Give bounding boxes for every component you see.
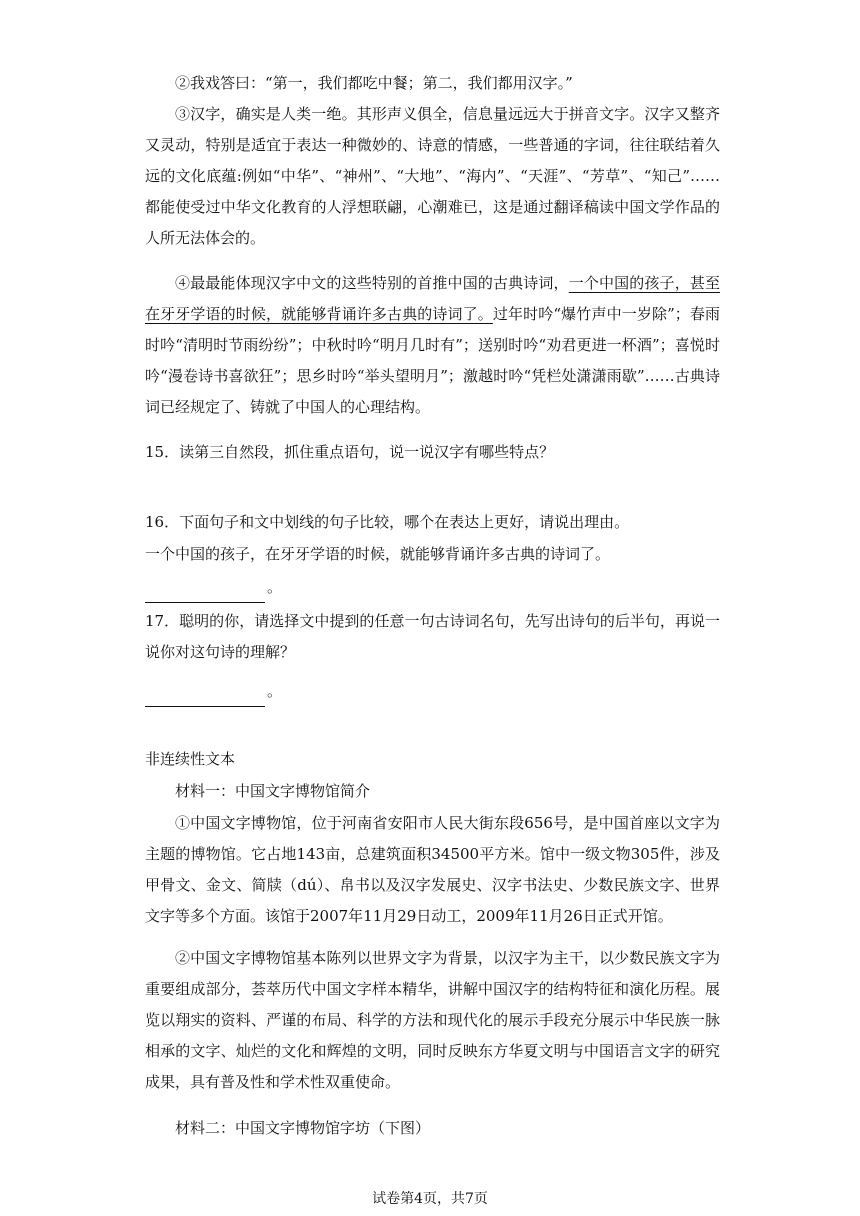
paragraph-4-start: ④最最能体现汉字中文的这些特别的首推中国的古典诗词， xyxy=(175,274,569,292)
paragraph-2: ②我戏答曰：“第一，我们都吃中餐；第二，我们都用汉字。” xyxy=(175,74,573,92)
material-1-paragraph-2: ②中国文字博物馆基本陈列以世界文字为背景，以汉字为主干，以少数民族文字为重要组成部分，荟萃历代中国文字样本精华，讲解中国汉字的结构特征和演化历程。展览以翔实的资料、严谨的布局、科学的方法和现代化的展示手段充分展示中华民族一脉相承的文字、灿烂的文化和辉煌的文明，同时反映东方华夏文明与中国语言文字的研究成果，具有普及性和学术性双重使命。 xyxy=(145,949,720,1091)
question-16: 16．下面句子和文中划线的句子比较，哪个在表达上更好，请说出理由。 xyxy=(145,513,630,531)
question-15: 15．读第三自然段，抓住重点语句，说一说汉字有哪些特点？ xyxy=(145,443,555,461)
material-2-title: 材料二：中国文字博物馆字坊（下图） xyxy=(175,1119,431,1137)
underlined-sentence: 一个中国的孩子，甚至在牙牙学语的时候，就能够背诵许多古典的诗词了。 xyxy=(145,274,720,323)
question-16-answer-line: 。 xyxy=(145,572,282,603)
question-17: 17．聪明的你，请选择文中提到的任意一句古诗词名句，先写出诗句的后半句，再说一说你对这句诗的理解？ xyxy=(145,612,720,661)
question-17-answer-line: 。 xyxy=(145,676,282,707)
answer-blank[interactable] xyxy=(145,584,265,603)
material-1-title: 材料一：中国文字博物馆简介 xyxy=(175,782,371,800)
question-16-sentence: 一个中国的孩子，在牙牙学语的时候，就能够背诵许多古典的诗词了。 xyxy=(145,545,611,563)
paragraph-3: ③汉字，确实是人类一绝。其形声义俱全，信息量远远大于拼音文字。汉字又整齐又灵动，特别是适宜于表达一种微妙的、诗意的情感，一些普通的字词，往往联结着久远的文化底蕴:例如“中华”、“神州”、“大地”、“海内”、“天涯”、“芳草”、“知己”……都能使受过中华文化教育的人浮想联翩，心潮难已，这是通过翻译稿读中国文学作品的人所无法体会的。 xyxy=(145,105,720,247)
material-1-paragraph-1: ①中国文字博物馆，位于河南省安阳市人民大街东段656号，是中国首座以文字为主题的博物馆。它占地143亩，总建筑面积34500平方米。馆中一级文物305件，涉及甲骨文、金文、简牍（dú）、帛书以及汉字发展史、汉字书法史、少数民族文字、世界文字等多个方面。该馆于2007年11月29日动工，2009年11月26日正式开馆。 xyxy=(145,814,720,925)
answer-blank[interactable] xyxy=(145,688,265,707)
section-title: 非连续性文本 xyxy=(145,750,236,768)
paragraph-4-end: 过年时吟“爆竹声中一岁除”；春雨时吟“清明时节雨纷纷”；中秋时吟“明月几时有”；送别时吟“劝君更进一杯酒”；喜悦时吟“漫卷诗书喜欲狂”；思乡时吟“举头望明月”；激越时吟“凭栏处潇潇雨歇”……古典诗词已经规定了、铸就了中国人的心理结构。 xyxy=(145,305,720,416)
paragraph-4 xyxy=(145,268,720,423)
page-footer: 试卷第4页，共7页 xyxy=(372,1191,488,1207)
